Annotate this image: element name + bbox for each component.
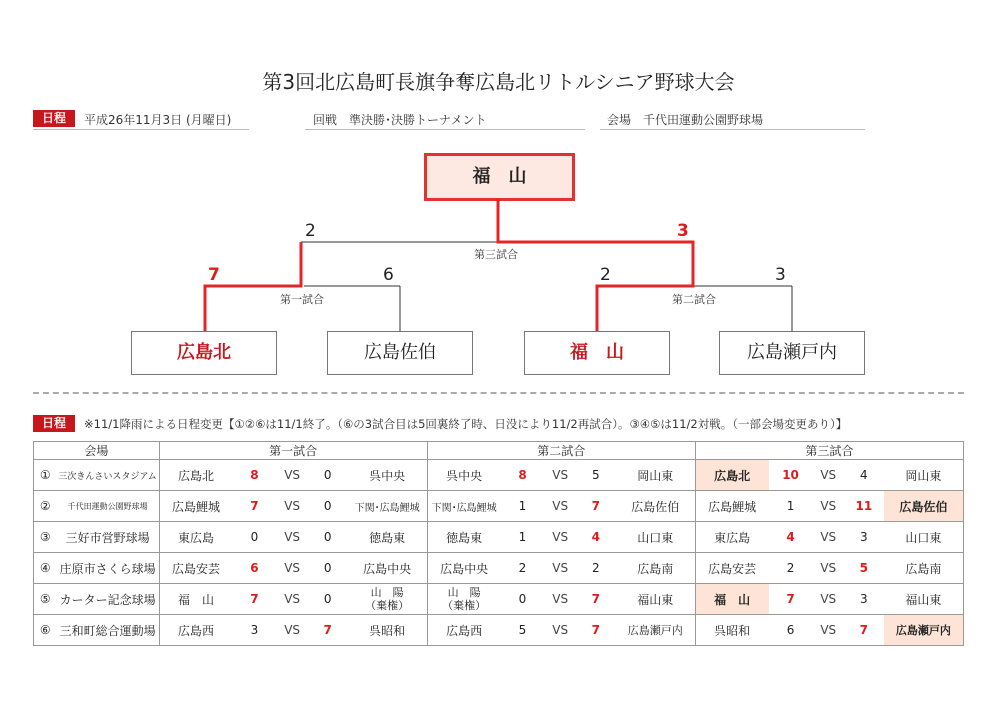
bracket-winner-lines [205,199,693,331]
team-box-hiroshima-kita: 広島北 [131,331,277,375]
home-team: 福 山 [695,584,768,615]
away-score: 5 [576,460,616,491]
schedule-note: ※11/1降雨による日程変更【①②⑥は11/1終了。（⑥の3試合目は5回裏終了時、日没により11/2再試合）。③④⑤は11/2対戦。（一部会場変更あり）】 [84,417,848,431]
table-row [34,491,964,522]
team-box-hiroshima-saeki: 広島佐伯 [327,331,473,375]
home-score: 7 [232,584,276,615]
home-score: 1 [501,491,545,522]
header-venue: 会場 [34,442,160,460]
vs-label: VS [813,460,844,491]
away-team: 広島瀬戸内 [884,615,964,646]
away-team: 呉昭和 [348,615,428,646]
venue-number: ③ [34,522,57,553]
team-box-hiroshima-setouchi: 広島瀬戸内 [719,331,865,375]
away-score: 3 [844,584,884,615]
venue-info: 会場 千代田運動公園野球場 [607,113,764,127]
team-box-fukuyama: 福 山 [524,331,670,375]
vs-label: VS [276,615,307,646]
venue-name: 三次きんさいスタジアム [57,460,160,491]
venue-name: 三好市営野球場 [57,522,160,553]
venue-name: 三和町総合運動場 [57,615,160,646]
venue-number: ⑥ [34,615,57,646]
page-title: 第3回北広島町長旗争奪広島北リトルシニア野球大会 [262,70,735,94]
venue-name: 庄原市さくら球場 [57,553,160,584]
home-score: 1 [501,522,545,553]
away-score: 0 [308,460,348,491]
game3-label: 第三試合 [474,248,518,261]
away-score: 11 [844,491,884,522]
home-team: 福 山 [159,584,232,615]
champion-box: 福 山 [424,153,575,201]
home-team: 広島西 [427,615,500,646]
game3-score-left: 2 [305,221,316,241]
section-separator [33,392,964,394]
away-team: 福山東 [616,584,696,615]
vs-label: VS [276,460,307,491]
home-score: 6 [769,615,813,646]
table-row [34,522,964,553]
venue-name: 千代田運動公園野球場 [57,491,160,522]
home-score: 0 [501,584,545,615]
away-score: 5 [844,553,884,584]
schedule-table [33,441,964,646]
home-team: 広島北 [695,460,768,491]
home-team-name: 山 陽 [447,586,481,599]
home-score: 8 [232,460,276,491]
home-team: 呉昭和 [695,615,768,646]
home-team: 下関･広島鯉城 [427,491,500,522]
vs-label: VS [813,584,844,615]
header-game1: 第一試合 [159,442,427,460]
vs-label: VS [544,460,575,491]
away-team: 岡山東 [616,460,696,491]
game2-score-right: 3 [775,265,786,285]
away-team: 広島佐伯 [884,491,964,522]
away-team: 呉中央 [348,460,428,491]
header-game2: 第二試合 [427,442,695,460]
header-game3: 第三試合 [695,442,963,460]
home-team: 徳島東 [427,522,500,553]
away-team-status: （棄権） [365,599,410,612]
home-team: 広島安芸 [695,553,768,584]
away-score: 4 [576,522,616,553]
home-team-lines [442,586,486,612]
away-score: 7 [576,615,616,646]
away-score: 4 [844,460,884,491]
vs-label: VS [276,584,307,615]
vs-label: VS [276,491,307,522]
game2-score-left: 2 [600,265,611,285]
away-team [348,584,428,615]
home-score: 7 [232,491,276,522]
away-team: 山口東 [884,522,964,553]
game3-score-right: 3 [677,221,689,241]
away-team: 山口東 [616,522,696,553]
vs-label: VS [276,553,307,584]
event-date: 平成26年11月3日 (月曜日) [84,113,232,127]
away-score: 0 [308,553,348,584]
home-team: 広島北 [159,460,232,491]
vs-label: VS [544,615,575,646]
home-team: 広島鯉城 [159,491,232,522]
home-score: 4 [769,522,813,553]
round-info: 回戦 準決勝･決勝トーナメント [313,113,487,127]
game1-score-right: 6 [383,265,394,285]
home-score: 5 [501,615,545,646]
away-score: 7 [576,491,616,522]
away-team: 下関･広島鯉城 [348,491,428,522]
home-score: 8 [501,460,545,491]
vs-label: VS [813,491,844,522]
home-score: 6 [232,553,276,584]
away-score: 7 [308,615,348,646]
away-team-lines [365,586,409,612]
schedule-tag-2: 日程 [33,415,75,432]
home-score: 1 [769,491,813,522]
home-score: 2 [501,553,545,584]
game1-score-left: 7 [208,265,220,285]
venue-number: ① [34,460,57,491]
venue-name: カーター記念球場 [57,584,160,615]
home-team: 東広島 [159,522,232,553]
home-team [427,584,500,615]
home-team: 広島中央 [427,553,500,584]
schedule-header-row [34,442,964,460]
away-score: 7 [844,615,884,646]
table-row [34,615,964,646]
vs-label: VS [813,522,844,553]
home-team-status: （棄権） [442,599,487,612]
away-team: 岡山東 [884,460,964,491]
away-score: 7 [576,584,616,615]
bracket-loser-lines [301,242,792,331]
away-team: 広島佐伯 [616,491,696,522]
away-team-name: 山 陽 [370,586,404,599]
home-score: 10 [769,460,813,491]
home-team: 東広島 [695,522,768,553]
vs-label: VS [813,615,844,646]
venue-number: ⑤ [34,584,57,615]
away-team: 広島南 [884,553,964,584]
away-score: 2 [576,553,616,584]
vs-label: VS [544,491,575,522]
away-score: 3 [844,522,884,553]
game2-label: 第二試合 [672,293,716,306]
away-score: 0 [308,522,348,553]
home-team: 広島安芸 [159,553,232,584]
home-team: 広島西 [159,615,232,646]
venue-number: ④ [34,553,57,584]
home-score: 0 [232,522,276,553]
vs-label: VS [813,553,844,584]
away-team: 広島瀬戸内 [616,615,696,646]
home-score: 2 [769,553,813,584]
vs-label: VS [276,522,307,553]
away-score: 0 [308,491,348,522]
vs-label: VS [544,553,575,584]
away-team: 広島中央 [348,553,428,584]
home-score: 3 [232,615,276,646]
away-score: 0 [308,584,348,615]
vs-label: VS [544,584,575,615]
table-row [34,584,964,615]
vs-label: VS [544,522,575,553]
away-team: 徳島東 [348,522,428,553]
home-team: 呉中央 [427,460,500,491]
schedule-tag: 日程 [33,110,75,127]
home-score: 7 [769,584,813,615]
table-row [34,553,964,584]
game1-label: 第一試合 [280,293,324,306]
away-team: 福山東 [884,584,964,615]
table-row [34,460,964,491]
home-team: 広島鯉城 [695,491,768,522]
venue-number: ② [34,491,57,522]
away-team: 広島南 [616,553,696,584]
